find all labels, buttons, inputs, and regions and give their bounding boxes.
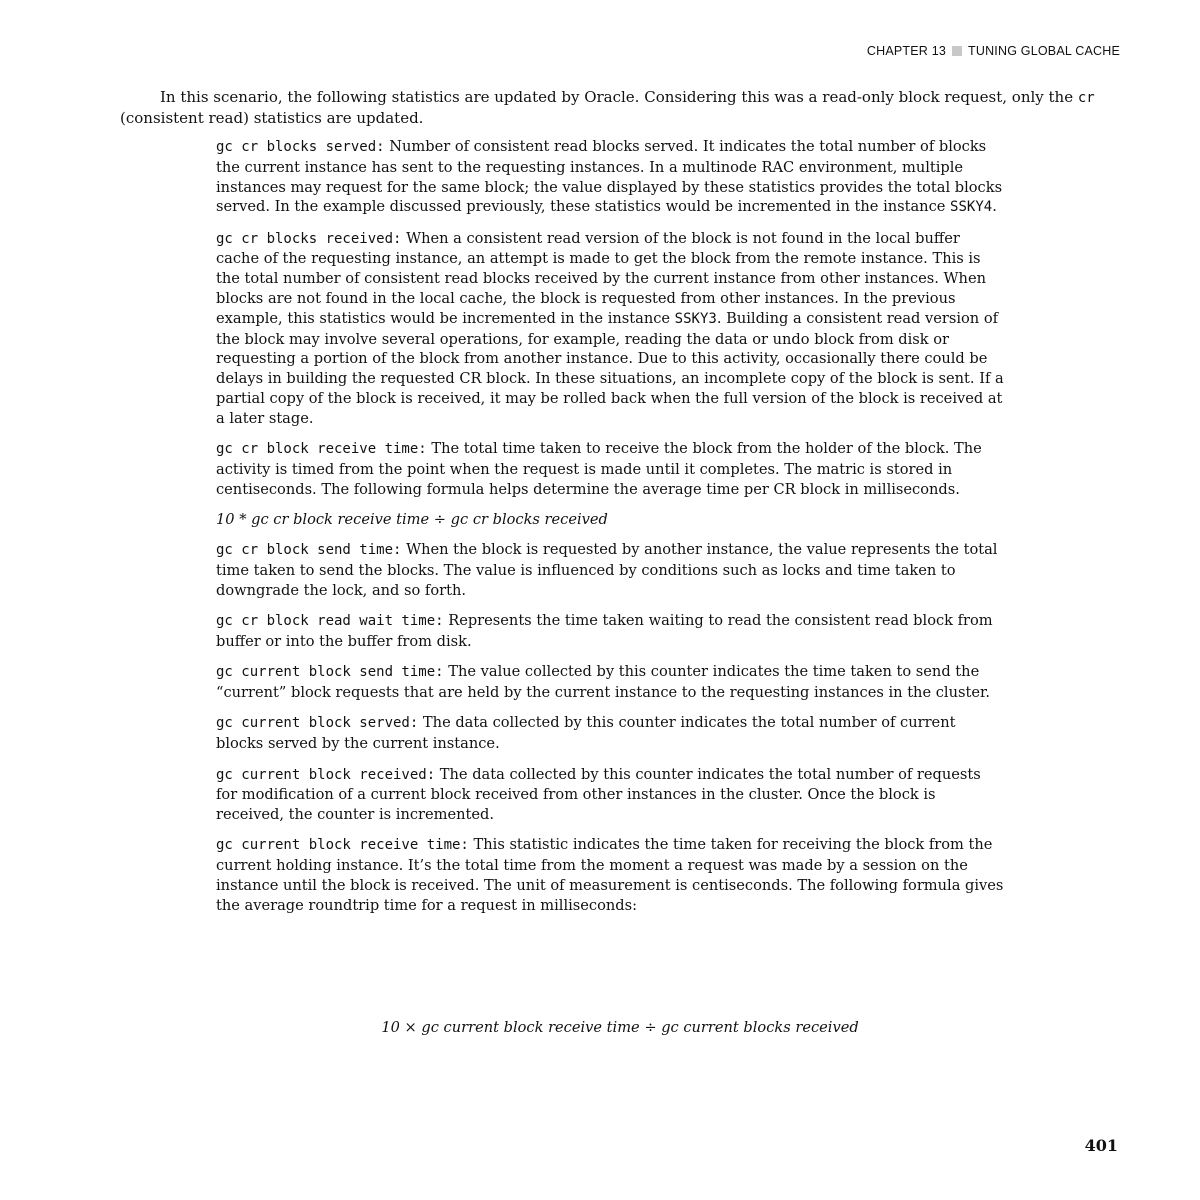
definition-text: Represents the time taken waiting to read the consistent read block from buffer or into the buffer from disk. [216, 612, 993, 651]
intro-code: cr [1077, 90, 1095, 106]
definition-text: Number of consistent read blocks served. It indicates the total number of blocks the current instance has sent to the requesting instances. In a multinode RAC environment, multiple instances may request for the same block; the value displayed by these statistics provides the total blocks served. In the example discussed previously, these statistics would be incremented in the instance [216, 138, 1003, 216]
definition-term: gc cr block read wait time: [216, 613, 444, 630]
intro-text: In this scenario, the following statistics are updated by Oracle. Considering this was a read-only block request, only the [160, 88, 1078, 106]
formula-current-average: 10 × gc current block receive time ÷ gc current blocks received [381, 1019, 859, 1036]
running-head [867, 44, 1120, 58]
definition-term: gc cr blocks served: [216, 139, 385, 155]
formula-cr-average: 10 * gc cr block receive time ÷ gc cr blocks received [216, 511, 608, 529]
definition-text: When the block is requested by another instance, the value represents the total time taken to send the blocks. The value is influenced by conditions such as locks and time taken to downgrade the lock, and so forth. [216, 541, 998, 599]
definition-list [216, 137, 1006, 926]
definition-term: gc current block send time: [216, 664, 444, 681]
definition-text: This statistic indicates the time taken for receiving the block from the current holding instance. It’s the total time from the moment a request was made by a session on the instance until the block is received. The unit of measurement is centiseconds. The following formula gives the average roundtrip time for a request in milliseconds: [216, 836, 1004, 914]
intro-text-end: (consistent read) statistics are updated. [120, 108, 424, 127]
definition-code: SSKY3 [674, 310, 717, 327]
definition-item [216, 611, 1006, 652]
definition-term: gc cr block send time: [216, 542, 402, 559]
definition-term: gc current block served: [216, 715, 419, 732]
definition-term: gc cr block receive time: [216, 441, 427, 458]
definition-item [216, 229, 1006, 429]
definition-text: The value collected by this counter indicates the time taken to send the “current” block requests that are held by the current instance to the requesting instances in the cluster. [216, 663, 990, 702]
definition-item [216, 835, 1006, 915]
definition-text-end: . Building a consistent read version of the block may involve several operations, for example, reading the data or undo block from disk or requesting a portion of the block from another instance. Due to this activity, occasionally there could be delays in building the requested CR block. In these situations, an incomplete copy of the block is sent. If a partial copy of the block is received, it may be rolled back when the full version of the block is received at a later stage. [216, 309, 1004, 427]
definition-text: The data collected by this counter indicates the total number of current blocks served by the current instance. [216, 714, 956, 753]
intro-paragraph [120, 88, 1095, 128]
definition-term: gc current block receive time: [216, 837, 469, 854]
definition-code: SSKY4 [950, 199, 993, 216]
definition-item [216, 540, 1006, 600]
definition-item [216, 713, 1006, 754]
page-number: 401 [1084, 1136, 1118, 1155]
definition-item [216, 137, 1006, 218]
definition-item [216, 765, 1006, 825]
chapter-title: TUNING GLOBAL CACHE [968, 44, 1120, 58]
definition-text: The total time taken to receive the block from the holder of the block. The activity is timed from the point when the request is made until it completes. The matric is stored in centiseconds. The following formula helps determine the average time per CR block in milliseconds. [216, 440, 982, 498]
definition-item [216, 439, 1006, 499]
definition-item [216, 662, 1006, 703]
definition-text-end: . [992, 198, 997, 216]
definition-text: The data collected by this counter indicates the total number of requests for modification of a current block received from other instances in the cluster. Once the block is received, the counter is incremented. [216, 765, 981, 824]
chapter-label: CHAPTER 13 [866, 44, 947, 58]
definition-term: gc cr blocks received: [216, 230, 402, 247]
definition-term: gc current block received: [216, 766, 436, 783]
definition-text: When a consistent read version of the block is not found in the local buffer cache of the requesting instance, an attempt is made to get the block from the remote instance. This is the total number of consistent read blocks received by the current instance from other instances. When blocks are not found in the local cache, the block is requested from other instances. In the previous example, this statistics would be incremented in the instance [216, 229, 986, 327]
separator-square-icon [952, 46, 962, 56]
